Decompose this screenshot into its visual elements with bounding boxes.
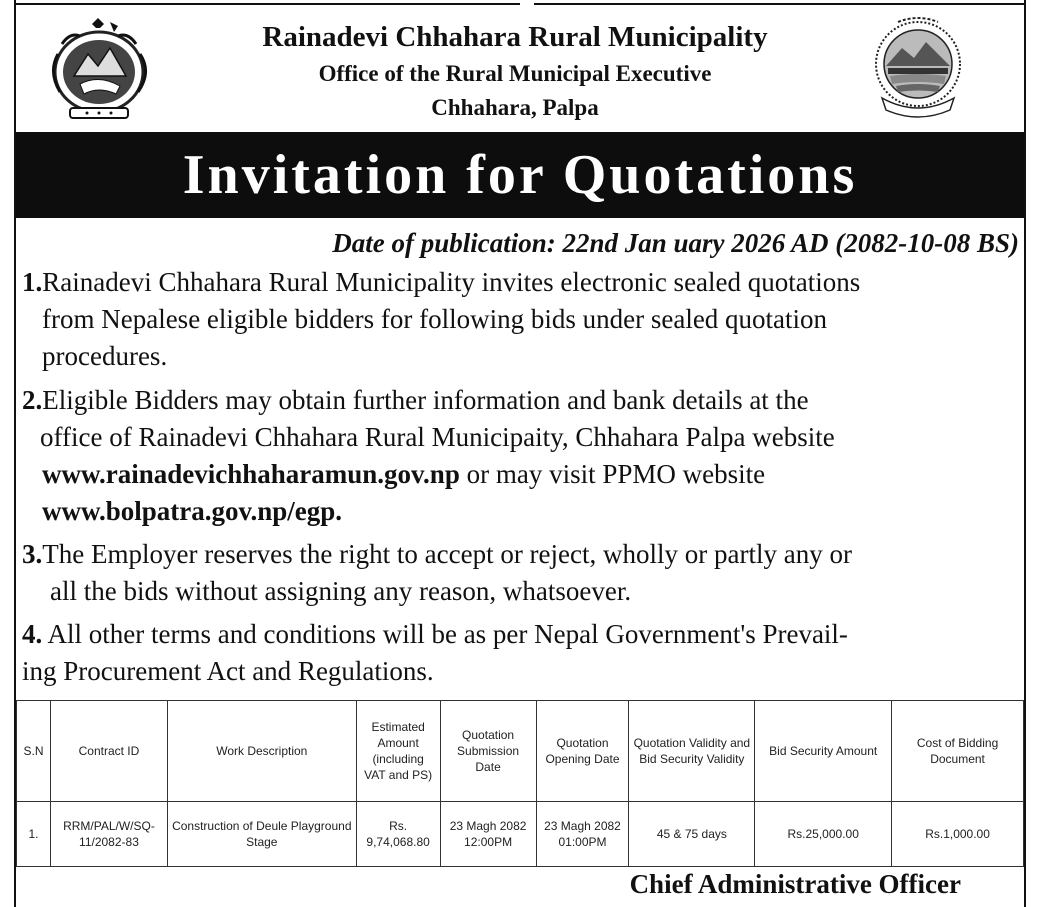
paragraph-text: or may visit PPMO website: [459, 459, 766, 489]
table-header-row: [17, 701, 1024, 802]
paragraph-text: Eligible Bidders may obtain further information and bank details at the: [42, 385, 809, 415]
paragraph-1: [22, 264, 1024, 375]
paragraph-text: All other terms and conditions will be as per Nepal Government's Prevail-: [42, 619, 848, 649]
signature-title: Chief Administrative Officer: [629, 869, 961, 899]
paragraph-text: office of Rainadevi Chhahara Rural Municipaity, Chhahara Palpa website: [40, 422, 835, 452]
paragraph-text: The Employer reserves the right to accept or reject, wholly or partly any or: [42, 539, 852, 569]
header-sn: S.N: [17, 701, 51, 802]
cell-opening-date: 23 Magh 2082 01:00PM: [536, 802, 629, 867]
paragraph-number: 4.: [22, 619, 43, 649]
table-row: [17, 802, 1024, 867]
paragraph-text: ing Procurement Act and Regulations.: [22, 656, 434, 686]
cell-submission-date: 23 Magh 2082 12:00PM: [440, 802, 536, 867]
org-name: Rainadevi Chhahara Rural Municipality: [262, 21, 768, 53]
cell-estimated-amount: Rs. 9,74,068.80: [356, 802, 440, 867]
header-bid-security: Bid Security Amount: [755, 701, 892, 802]
paragraph-2: [22, 382, 1024, 530]
cell-work-description: Construction of Deule Playground Stage: [167, 802, 356, 867]
paragraph-text: Rainadevi Chhahara Rural Municipality invites electronic sealed quotations: [42, 267, 861, 297]
cell-cost: Rs.1,000.00: [892, 802, 1024, 867]
nepal-emblem-icon: [40, 14, 158, 124]
notice-title: Invitation for Quotations: [16, 132, 1024, 218]
publication-date: Date of publication: 22nd Jan uary 2026 AD (2082-10-08 BS): [332, 228, 1019, 258]
cell-contract-id: RRM/PAL/W/SQ-11/2082-83: [50, 802, 167, 867]
cell-bid-security: Rs.25,000.00: [755, 802, 892, 867]
municipality-logo-icon: [868, 14, 968, 122]
office-name: Office of the Rural Municipal Executive: [318, 61, 712, 86]
header-validity: Quotation Validity and Bid Security Validity: [629, 701, 755, 802]
cell-validity: 45 & 75 days: [629, 802, 755, 867]
cell-sn: 1.: [17, 802, 51, 867]
top-border-gap: [520, 0, 534, 6]
paragraph-4: [22, 616, 1024, 690]
header-work-description: Work Description: [167, 701, 356, 802]
header-cost: Cost of Bidding Document: [892, 701, 1024, 802]
header-estimated-amount: Estimated Amount (including VAT and PS): [356, 701, 440, 802]
paragraph-text: procedures.: [42, 341, 168, 371]
ppmo-website-link[interactable]: www.bolpatra.gov.np/egp.: [42, 496, 343, 526]
paragraph-number: 2.: [22, 385, 43, 415]
paragraph-3: [22, 536, 1024, 610]
paragraph-number: 3.: [22, 539, 43, 569]
paragraph-text: all the bids without assigning any reason, whatsoever.: [50, 576, 632, 606]
bids-table: [16, 700, 1024, 867]
header-opening-date: Quotation Opening Date: [536, 701, 629, 802]
municipality-website-link[interactable]: www.rainadevichhaharamun.gov.np: [42, 459, 460, 489]
paragraph-text: from Nepalese eligible bidders for following bids under sealed quotation: [42, 304, 828, 334]
office-location: Chhahara, Palpa: [431, 95, 599, 120]
header-submission-date: Quotation Submission Date: [440, 701, 536, 802]
header-contract-id: Contract ID: [50, 701, 167, 802]
paragraph-number: 1.: [22, 267, 43, 297]
